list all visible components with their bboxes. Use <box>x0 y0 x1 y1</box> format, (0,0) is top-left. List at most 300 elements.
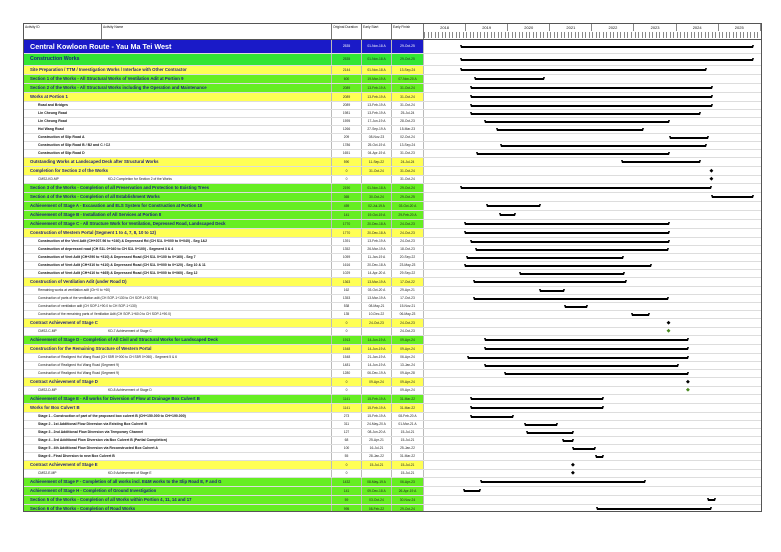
activity-id: CMS2-C-MP <box>38 329 57 333</box>
gantt-lane <box>424 311 761 318</box>
month-tick <box>515 32 516 38</box>
activity-name <box>24 505 332 512</box>
header-activity-name[interactable]: Activity Name <box>102 24 332 39</box>
activity-name-text: Achievement of Stage A - Excavation and ELS System for Construction at Portion 10 <box>30 203 203 208</box>
activity-duration: 100 <box>332 445 362 452</box>
gantt-lane <box>424 303 761 310</box>
activity-name-text: Construction of Slip Road D <box>38 151 85 155</box>
gantt-lane <box>424 184 761 192</box>
activity-bar[interactable] <box>485 365 678 367</box>
activity-duration: 141 <box>332 487 362 495</box>
activity-bar[interactable] <box>573 448 595 450</box>
activity-row[interactable] <box>24 421 761 429</box>
activity-bar[interactable] <box>481 481 646 483</box>
activity-duration: 1363 <box>332 278 362 286</box>
activity-duration: 1029 <box>332 270 362 277</box>
month-tick <box>754 32 755 38</box>
activity-name-text: Completion for Section 2 of the Works <box>30 168 108 173</box>
month-tick <box>719 32 720 38</box>
activity-duration: 2089 <box>332 93 362 101</box>
activity-name <box>24 262 332 269</box>
activity-row[interactable] <box>24 40 761 54</box>
activity-bar[interactable] <box>527 432 573 434</box>
milestone-diamond-icon[interactable]: ◆ <box>709 176 714 182</box>
activity-row[interactable] <box>24 211 761 220</box>
activity-name <box>24 453 332 460</box>
header-duration[interactable]: Original Duration <box>332 24 362 39</box>
month-tick <box>585 32 586 38</box>
gantt-lane <box>424 150 761 157</box>
activity-name-text: Section 2 of the Works - All Structural Works including the Operation and Maintenance <box>30 85 207 90</box>
activity-row[interactable] <box>24 270 761 278</box>
activity-early-finish: 08-Feb-20 A <box>392 413 424 420</box>
gantt-lane <box>424 75 761 83</box>
activity-row[interactable] <box>24 246 761 254</box>
activity-duration: 0 <box>332 461 362 469</box>
activity-row[interactable] <box>24 445 761 453</box>
activity-early-start: 09-Dec-18 A <box>362 487 392 495</box>
gantt-lane <box>424 478 761 486</box>
activity-early-start: 09-Apr-24 <box>362 378 392 386</box>
month-tick <box>505 32 506 38</box>
month-tick <box>522 32 523 38</box>
gantt-lane <box>424 158 761 166</box>
activity-bar[interactable] <box>465 265 651 267</box>
activity-name <box>24 176 332 183</box>
activity-row[interactable] <box>24 496 761 505</box>
activity-early-start: 02-Jul-19 A <box>362 202 392 210</box>
activity-early-start: 13-Mar-19 A <box>362 295 392 302</box>
activity-name <box>24 202 332 210</box>
gantt-lane <box>424 413 761 420</box>
activity-duration: 1770 <box>332 220 362 228</box>
activity-duration: 1786 <box>332 142 362 149</box>
activity-bar[interactable] <box>500 214 515 216</box>
activity-row[interactable] <box>24 287 761 295</box>
activity-bar[interactable] <box>461 187 711 189</box>
activity-row[interactable] <box>24 404 761 413</box>
milestone-diamond-icon[interactable]: ◆ <box>666 319 671 326</box>
gantt-lane <box>424 118 761 125</box>
activity-bar[interactable] <box>468 357 687 359</box>
activity-name-text: Construction of Ventilation Adit (under Road D) <box>30 279 127 284</box>
year-label-2019: 2019 <box>466 24 508 31</box>
activity-early-start: 08-Feb-22 <box>362 505 392 512</box>
activity-bar[interactable] <box>487 205 540 207</box>
activity-early-finish: 31-Oct-24 <box>392 93 424 101</box>
gantt-lane <box>424 295 761 302</box>
activity-early-start: 10-Dec-22 <box>362 311 392 318</box>
activity-bar[interactable] <box>497 129 643 131</box>
activity-row[interactable] <box>24 66 761 75</box>
milestone-diamond-icon[interactable]: ◆ <box>685 378 690 385</box>
activity-duration: 1432 <box>332 478 362 486</box>
gantt-lane <box>424 453 761 460</box>
activity-row[interactable] <box>24 142 761 150</box>
activity-duration: 590 <box>332 158 362 166</box>
header-activity-id[interactable]: Activity ID <box>24 24 102 39</box>
month-tick <box>571 32 572 38</box>
activity-early-finish: 09-Apr-24 <box>392 378 424 386</box>
activity-bar[interactable] <box>520 273 624 275</box>
gantt-lane <box>424 336 761 344</box>
milestone-diamond-icon[interactable]: ◆ <box>571 461 575 468</box>
activity-bar[interactable] <box>540 290 564 292</box>
activity-row[interactable] <box>24 413 761 421</box>
gantt-lane <box>424 378 761 386</box>
activity-bar[interactable] <box>477 153 669 155</box>
activity-row[interactable] <box>24 354 761 362</box>
activity-early-start: 08-May-21 <box>362 303 392 310</box>
activity-row[interactable] <box>24 84 761 93</box>
activity-row[interactable] <box>24 184 761 193</box>
activity-name <box>24 254 332 261</box>
gantt-lane <box>424 246 761 253</box>
activity-early-finish: 28-Oct-23 <box>392 118 424 125</box>
activity-row[interactable] <box>24 303 761 311</box>
month-tick <box>691 32 692 38</box>
activity-early-finish: 09-Apr-24 <box>392 345 424 353</box>
month-tick <box>712 32 713 38</box>
activity-duration: 1651 <box>332 150 362 157</box>
activity-name <box>24 345 332 353</box>
activity-duration: 2089 <box>332 102 362 109</box>
activity-bar[interactable] <box>670 137 708 139</box>
month-tick <box>575 32 576 38</box>
activity-bar[interactable] <box>465 223 669 225</box>
month-tick <box>449 32 450 38</box>
activity-bar[interactable] <box>501 145 706 147</box>
activity-early-finish: 06-May-23 <box>392 311 424 318</box>
activity-early-start: 08-Jun-20 A <box>362 429 392 436</box>
activity-name-text: Construction of Vent Adit (CH+290 to +310) & Depressed Road (CH S1L 0+100 to 0+160) - Seg 7 <box>38 255 196 259</box>
activity-early-start: 27-Sep-19 A <box>362 126 392 133</box>
month-tick <box>484 32 485 38</box>
activity-early-start: 01-Nov-18 A <box>362 66 392 74</box>
activity-row[interactable] <box>24 387 761 395</box>
milestone-diamond-icon[interactable]: ◆ <box>709 167 714 174</box>
activity-row[interactable] <box>24 437 761 445</box>
activity-name-text: KD-2 Completion for Section 2 of the Works <box>108 177 172 181</box>
activity-name <box>24 387 332 394</box>
activity-early-start: 01-Nov-18 A <box>362 54 392 65</box>
month-tick <box>459 32 460 38</box>
activity-name <box>24 354 332 361</box>
activity-name-text: Stage 1 - Construction of part of the proposed box culvert B (CH+150.000 to CH+190.000) <box>38 414 186 418</box>
activity-name <box>24 461 332 469</box>
gantt-lane <box>424 134 761 141</box>
activity-early-finish: 15-Jul-21 <box>392 437 424 444</box>
activity-row[interactable] <box>24 336 761 345</box>
activity-bar[interactable] <box>464 490 480 492</box>
activity-bar[interactable] <box>712 196 754 198</box>
activity-duration: 1770 <box>332 229 362 237</box>
activity-bar[interactable] <box>565 306 587 308</box>
activity-name-text: Section 1 of the Works - All Structural Works of Ventilation Adit at Portion 9 <box>30 76 184 81</box>
activity-duration: 1481 <box>332 362 362 369</box>
activity-bar[interactable] <box>525 424 557 426</box>
year-label-2018: 2018 <box>424 24 466 31</box>
activity-name-text: Achievement of Stage F - Completion of all works incl. E&M works to the Slip Road E, F and G <box>30 479 222 484</box>
activity-row[interactable] <box>24 238 761 246</box>
activity-bar[interactable] <box>471 96 711 98</box>
month-tick <box>627 32 628 38</box>
gantt-lane <box>424 229 761 237</box>
activity-name-text: Achievement of Stage E - All works for Diversion of Flow at Drainage Box Culvert B <box>30 396 200 401</box>
activity-row[interactable] <box>24 278 761 287</box>
activity-early-finish: 17-Oct-23 <box>392 295 424 302</box>
gantt-lane <box>424 395 761 403</box>
activity-early-finish: 29-Oct-25 <box>392 54 424 65</box>
activity-row[interactable] <box>24 478 761 487</box>
activity-bar[interactable] <box>485 348 688 350</box>
month-tick <box>435 32 436 38</box>
activity-early-finish: 02-Oct-24 <box>392 134 424 141</box>
activity-bar[interactable] <box>471 113 700 115</box>
activity-early-finish: 26-Apr-19 A <box>392 487 424 495</box>
month-tick <box>547 32 548 38</box>
activity-row[interactable] <box>24 319 761 328</box>
activity-bar[interactable] <box>471 416 513 418</box>
gantt-lane <box>424 176 761 183</box>
activity-bar[interactable] <box>485 339 688 341</box>
month-tick <box>659 32 660 38</box>
activity-early-start: 15-Feb-19 A <box>362 413 392 420</box>
activity-duration: 1616 <box>332 262 362 269</box>
activity-early-finish: 18-Oct-23 <box>392 246 424 253</box>
milestone-diamond-icon[interactable]: ◆ <box>666 328 671 334</box>
activity-duration: 2190 <box>332 184 362 192</box>
activity-bar[interactable] <box>471 398 603 400</box>
activity-bar[interactable] <box>474 281 626 283</box>
activity-bar[interactable] <box>474 298 668 300</box>
activity-early-finish: 29-Oct-25 <box>392 193 424 201</box>
activity-duration: 459 <box>332 202 362 210</box>
activity-name-text: Construction of depressed road (CH S1L 0+040 to CH S1L 0+100) - Segment 3 & 4 <box>38 247 174 251</box>
activity-bar[interactable] <box>465 232 669 234</box>
header-early-start[interactable]: Early Start <box>362 24 392 39</box>
activity-row[interactable] <box>24 429 761 437</box>
activity-name-text: Stage 5 - 4th Additional Flow Diversion via Reconstructed Box Culvert A <box>38 446 158 450</box>
month-tick <box>620 32 621 38</box>
activity-row[interactable] <box>24 126 761 134</box>
activity-bar[interactable] <box>461 59 753 61</box>
month-tick <box>589 32 590 38</box>
activity-row[interactable] <box>24 487 761 496</box>
activity-name-text: Road and Bridges <box>38 103 68 107</box>
month-tick <box>592 32 593 38</box>
activity-row[interactable] <box>24 202 761 211</box>
activity-bar[interactable] <box>505 373 688 375</box>
month-tick <box>456 32 457 38</box>
activity-row[interactable] <box>24 345 761 354</box>
month-tick <box>466 32 467 38</box>
activity-row[interactable] <box>24 167 761 176</box>
activity-name <box>24 295 332 302</box>
activity-row[interactable] <box>24 158 761 167</box>
month-tick <box>666 32 667 38</box>
month-tick <box>649 32 650 38</box>
gantt-lane <box>424 167 761 175</box>
month-tick <box>740 32 741 38</box>
activity-bar[interactable] <box>622 161 700 163</box>
activity-bar[interactable] <box>471 407 603 409</box>
gantt-lane <box>424 262 761 269</box>
activity-early-finish: 25-Jul-24 <box>392 110 424 117</box>
activity-name-text: Section 6 of the Works - Completion of Road Works <box>30 506 136 511</box>
activity-row[interactable] <box>24 311 761 319</box>
activity-early-finish: 24-Jul-24 <box>392 158 424 166</box>
activity-bar[interactable] <box>632 314 649 316</box>
activity-row[interactable] <box>24 328 761 336</box>
activity-name <box>24 303 332 310</box>
month-tick <box>673 32 674 38</box>
month-tick <box>491 32 492 38</box>
activity-row[interactable] <box>24 150 761 158</box>
activity-bar[interactable] <box>485 121 669 123</box>
activity-early-finish: 25-Jan-22 <box>392 445 424 452</box>
month-tick <box>519 32 520 38</box>
gantt-lane <box>424 110 761 117</box>
activity-row[interactable] <box>24 362 761 370</box>
month-tick <box>729 32 730 38</box>
month-tick <box>424 32 425 38</box>
activity-early-finish: 15-Nov-21 <box>392 303 424 310</box>
month-tick <box>554 32 555 38</box>
activity-id: CMS2-D-MP <box>38 388 57 392</box>
activity-name <box>24 184 332 192</box>
month-tick <box>428 32 429 38</box>
activity-bar[interactable] <box>461 69 706 71</box>
activity-row[interactable] <box>24 176 761 184</box>
header-early-finish[interactable]: Early Finish <box>392 24 424 39</box>
activity-row[interactable] <box>24 220 761 229</box>
month-tick <box>750 32 751 38</box>
activity-name-text: Construction of Western Portal (Segment 1 to 4, 7, 8, 10 to 12) <box>30 230 156 235</box>
activity-early-start: 24-May-20 A <box>362 421 392 428</box>
activity-bar[interactable] <box>467 257 622 259</box>
month-tick <box>757 32 758 38</box>
activity-early-finish: 06-Apr-24 <box>392 354 424 361</box>
year-label-2025: 2025 <box>719 24 761 31</box>
activity-row[interactable] <box>24 118 761 126</box>
activity-name-text: Construction of Vent Adit (CH+410 to +465) & Depressed Road (CH S1L 0+000 to 0+060) - Seg 12 <box>38 271 198 275</box>
activity-bar[interactable] <box>475 78 544 80</box>
activity-name <box>24 278 332 286</box>
month-tick <box>568 32 569 38</box>
activity-name-text: Achievement of Stage D - Completion of All Civil and Structural Works for Landscaped Deck <box>30 337 218 342</box>
gantt-lane <box>424 287 761 294</box>
activity-early-finish: 01-Mar-21 A <box>392 421 424 428</box>
activity-bar[interactable] <box>476 249 668 251</box>
activity-early-start <box>362 328 392 335</box>
month-tick <box>617 32 618 38</box>
activity-duration: 209 <box>332 134 362 141</box>
activity-row[interactable] <box>24 229 761 238</box>
month-tick <box>445 32 446 38</box>
activity-row[interactable] <box>24 505 761 512</box>
gantt-lane <box>424 220 761 228</box>
activity-row[interactable] <box>24 193 761 202</box>
activity-row[interactable] <box>24 93 761 102</box>
activity-name <box>24 134 332 141</box>
activity-name <box>24 319 332 327</box>
activity-name <box>24 238 332 245</box>
activity-early-finish: 29-Sep-22 <box>392 270 424 277</box>
activity-row[interactable] <box>24 102 761 110</box>
activity-name <box>24 142 332 149</box>
month-tick <box>698 32 699 38</box>
activity-duration: 538 <box>332 303 362 310</box>
month-tick <box>512 32 513 38</box>
month-tick <box>470 32 471 38</box>
activity-row[interactable] <box>24 378 761 387</box>
activity-row[interactable] <box>24 254 761 262</box>
activity-name-text: Remaining works at ventilation adit (Ch+0 to +60) <box>38 288 111 292</box>
activity-early-start: 19-Oct-19 A <box>362 211 392 219</box>
milestone-diamond-icon[interactable]: ◆ <box>685 387 690 393</box>
activity-duration: 273 <box>332 413 362 420</box>
activity-row[interactable] <box>24 75 761 84</box>
activity-name-text: Construction for the Remaining Structure of Western Portal <box>30 346 152 351</box>
activity-name-text: Construction of Slip Road B / B2 and C / C2 <box>38 143 111 147</box>
activity-name <box>24 362 332 369</box>
month-tick <box>705 32 706 38</box>
month-tick <box>715 32 716 38</box>
activity-duration: 2089 <box>332 84 362 92</box>
activity-bar[interactable] <box>596 456 603 458</box>
activity-early-finish: 17-Oct-22 <box>392 278 424 286</box>
gantt-lane <box>424 270 761 277</box>
month-tick <box>463 32 464 38</box>
activity-row[interactable] <box>24 470 761 478</box>
activity-duration: 1981 <box>332 110 362 117</box>
activity-name-text: Lin Cheung Road <box>38 111 67 115</box>
milestone-diamond-icon[interactable]: ◆ <box>571 470 575 476</box>
activity-bar[interactable] <box>563 440 573 442</box>
activity-name-text: Achievement of Stage B - Installation of All Services at Portion 8 <box>30 212 162 217</box>
activity-row[interactable] <box>24 461 761 470</box>
activity-row[interactable] <box>24 453 761 461</box>
gantt-lane <box>424 84 761 92</box>
activity-row[interactable] <box>24 370 761 378</box>
activity-bar[interactable] <box>708 499 715 501</box>
activity-bar[interactable] <box>471 105 711 107</box>
activity-row[interactable] <box>24 262 761 270</box>
activity-bar[interactable] <box>597 508 711 510</box>
gantt-lane <box>424 66 761 74</box>
activity-row[interactable] <box>24 54 761 66</box>
activity-name-text: Construction of parts of the ventilation adit (CH SOP-1+130 to CH SOP-1+207.96) <box>38 296 158 300</box>
activity-bar[interactable] <box>471 241 668 243</box>
activity-early-start: 15-Feb-19 A <box>362 404 392 412</box>
activity-duration: 0 <box>332 319 362 327</box>
activity-name-text: Stage 4 - 3rd Additional Flow Diversion via Box Culvert B (Partial Completion) <box>38 438 168 442</box>
activity-duration: 141 <box>332 211 362 219</box>
activity-bar[interactable] <box>461 46 753 48</box>
activity-duration: 0 <box>332 167 362 175</box>
activity-row[interactable] <box>24 395 761 404</box>
activity-name <box>24 211 332 219</box>
month-tick <box>452 32 453 38</box>
activity-early-start: 31-Oct-24 <box>362 167 392 175</box>
month-tick <box>540 32 541 38</box>
activity-row[interactable] <box>24 295 761 303</box>
activity-row[interactable] <box>24 110 761 118</box>
activity-row[interactable] <box>24 134 761 142</box>
activity-duration: 1141 <box>332 395 362 403</box>
activity-bar[interactable] <box>471 87 711 89</box>
